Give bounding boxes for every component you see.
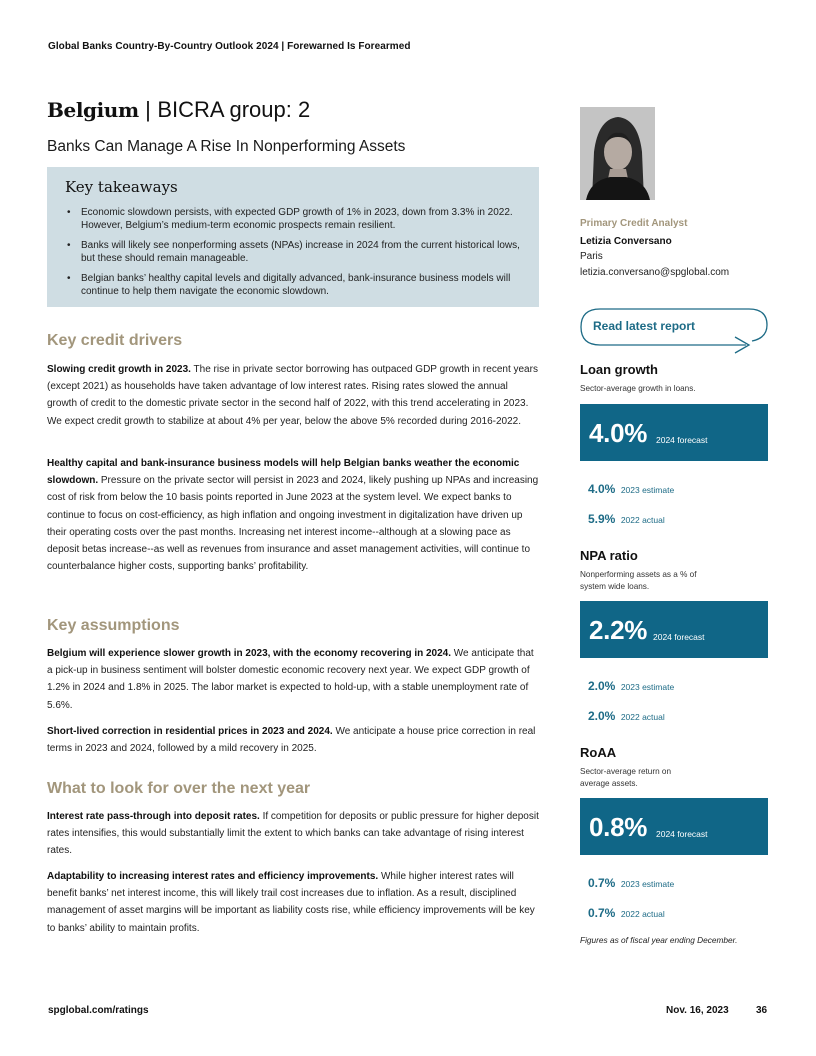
- analyst-photo: [580, 107, 655, 200]
- title-bicra-group: BICRA group: 2: [157, 97, 311, 122]
- metric-actual-label: 2022 actual: [620, 712, 665, 722]
- metric-estimate-label: 2023 estimate: [620, 485, 675, 495]
- paragraph: [47, 808, 539, 860]
- metric-subtitle: Sector-average growth in loans.: [580, 384, 696, 393]
- section-heading-look-for: What to look for over the next year: [47, 780, 311, 797]
- metric-forecast-label: 2024 forecast: [656, 435, 708, 445]
- metric-forecast-box: [580, 404, 768, 461]
- metric-title-npa-ratio: NPA ratio: [580, 548, 638, 563]
- paragraph-body: We anticipate that a pick-up in business sentiment will bolster domestic economic recovery next year. We expect GDP growth of 1.2% in 2024 and 1.8% in 2025. The labor market is expected to hold-up, with a stable unemployment rate of 5.6%.: [47, 648, 534, 711]
- title-separator: |: [145, 97, 151, 122]
- metric-title-loan-growth: Loan growth: [580, 362, 658, 377]
- metric-actual-row: [588, 510, 665, 528]
- analyst-role-label: Primary Credit Analyst: [580, 218, 688, 229]
- metric-estimate-row: [588, 480, 674, 498]
- metric-estimate-label: 2023 estimate: [620, 682, 675, 692]
- metric-actual-value: 5.9%: [588, 512, 616, 526]
- metric-subtitle: Sector-average return on average assets.: [580, 767, 672, 788]
- paragraph-body: We anticipate a house price correction in real terms in 2023 and 2024, followed by a mild recovery in 2025.: [47, 726, 536, 755]
- metrics-footnote: Figures as of fiscal year ending December.: [580, 935, 738, 945]
- metric-estimate-row: [588, 874, 674, 892]
- paragraph: [47, 455, 539, 575]
- metric-actual-value: 0.7%: [588, 906, 616, 920]
- paragraph: [47, 868, 539, 937]
- metric-actual-label: 2022 actual: [620, 515, 665, 525]
- report-button-label: Read latest report: [593, 319, 696, 333]
- paragraph-lead: Interest rate pass-through into deposit rates.: [47, 811, 260, 822]
- section-heading-drivers: Key credit drivers: [47, 332, 183, 349]
- running-header: Global Banks Country-By-Country Outlook 2024 | Forewarned Is Forearmed: [48, 41, 411, 52]
- metric-forecast-value: 2.2%: [589, 615, 648, 645]
- analyst-city: Paris: [580, 251, 603, 262]
- metric-forecast-label: 2024 forecast: [656, 829, 708, 839]
- paragraph: [47, 361, 539, 430]
- paragraph-lead: Short-lived correction in residential prices in 2023 and 2024.: [47, 726, 333, 737]
- paragraph-body: If competition for deposits or public pressure for higher deposit rates intensifies, this would substantially limit the extent to which banks can take advantage of rising interest rates.: [47, 811, 539, 857]
- metric-actual-label: 2022 actual: [620, 909, 665, 919]
- key-takeaways-list: [65, 206, 521, 298]
- metric-title-roaa: RoAA: [580, 745, 617, 760]
- metric-actual-row: [588, 904, 665, 922]
- paragraph-lead: Adaptability to increasing interest rates and efficiency improvements.: [47, 871, 379, 882]
- footer-site-link[interactable]: spglobal.com/ratings: [48, 1005, 149, 1016]
- metric-estimate-value: 2.0%: [588, 679, 616, 693]
- paragraph-body: While higher interest rates will benefit banks’ net interest income, this will likely trail cost increases due to inflation. As a result, disciplined management of asset margins will be important as liability costs rise, while efficiency improvements will be key to banks’ ability to maintain profits.: [47, 871, 535, 934]
- footer-page-number: 36: [756, 1005, 768, 1016]
- metric-estimate-value: 0.7%: [588, 876, 616, 890]
- paragraph-lead: Belgium will experience slower growth in 2023, with the economy recovering in 2024.: [47, 648, 452, 659]
- paragraph-body: Pressure on the private sector will persist in 2023 and 2024, likely pushing up NPAs and increasing cost of risk from below the 10 basis points reported in June 2023 at the system level. We expect banks to continue to focus on cost-efficiency, as high inflation and ongoing investment in digitalization have driven up their operating costs over the past months. Increasing net interest income--although at a slowing pace as deposit betas increase--as well as revenues from insurance and asset management activities, will continue to counterbalance higher costs, supporting banks’ profitability.: [47, 475, 539, 573]
- analyst-email-link[interactable]: letizia.conversano@spglobal.com: [580, 267, 730, 278]
- metric-forecast-label: 2024 forecast: [653, 632, 705, 642]
- metric-forecast-value: 4.0%: [589, 418, 648, 448]
- metric-forecast-value: 0.8%: [589, 812, 648, 842]
- metric-estimate-value: 4.0%: [588, 482, 616, 496]
- takeaway-item: • Belgian banks’ healthy capital levels and digitally advanced, bank-insurance business models will continue to help them navigate the economic slowdown.: [65, 272, 521, 298]
- metric-estimate-label: 2023 estimate: [620, 879, 675, 889]
- paragraph-lead: Healthy capital and bank-insurance business models will help Belgian banks weather the economic slowdown.: [47, 458, 520, 487]
- analyst-portrait-icon: [580, 107, 655, 200]
- key-takeaways-box: [47, 167, 539, 307]
- paragraph: [47, 645, 539, 714]
- title-country: Belgium: [47, 98, 139, 122]
- page-title: [47, 97, 310, 123]
- metric-forecast-box: [580, 601, 768, 658]
- metric-subtitle: Nonperforming assets as a % of system wide loans.: [580, 570, 697, 591]
- metric-actual-value: 2.0%: [588, 709, 616, 723]
- takeaway-item: • Economic slowdown persists, with expected GDP growth of 1% in 2023, down from 3.3% in 2022. However, Belgium’s medium-term economic prospects remain resilient.: [65, 206, 521, 232]
- key-takeaways-title: Key takeaways: [65, 178, 178, 196]
- metric-forecast-box: [580, 798, 768, 855]
- metric-estimate-row: [588, 677, 674, 695]
- page-subtitle: Banks Can Manage A Rise In Nonperforming Assets: [47, 138, 406, 155]
- footer-date: Nov. 16, 2023: [666, 1005, 729, 1016]
- read-latest-report-button[interactable]: [580, 308, 770, 348]
- metric-actual-row: [588, 707, 665, 725]
- takeaway-item: • Banks will likely see nonperforming assets (NPAs) increase in 2024 from the current historical lows, but these should remain manageable.: [65, 239, 521, 265]
- paragraph-lead: Slowing credit growth in 2023.: [47, 364, 191, 375]
- analyst-name: Letizia Conversano: [580, 236, 672, 247]
- paragraph: [47, 723, 539, 757]
- section-heading-assumptions: Key assumptions: [47, 617, 180, 634]
- paragraph-body: The rise in private sector borrowing has outpaced GDP growth in recent years (except 2021) as households have taken advantage of low interest rates. Rising rates slowed the annual growth of credit to the domestic private sector in the second half of 2022, with this trend accelerating in 2023. We expect credit growth to stabilize at about 4% per year, below the above 5% recorded during 2016-2022.: [47, 364, 538, 427]
